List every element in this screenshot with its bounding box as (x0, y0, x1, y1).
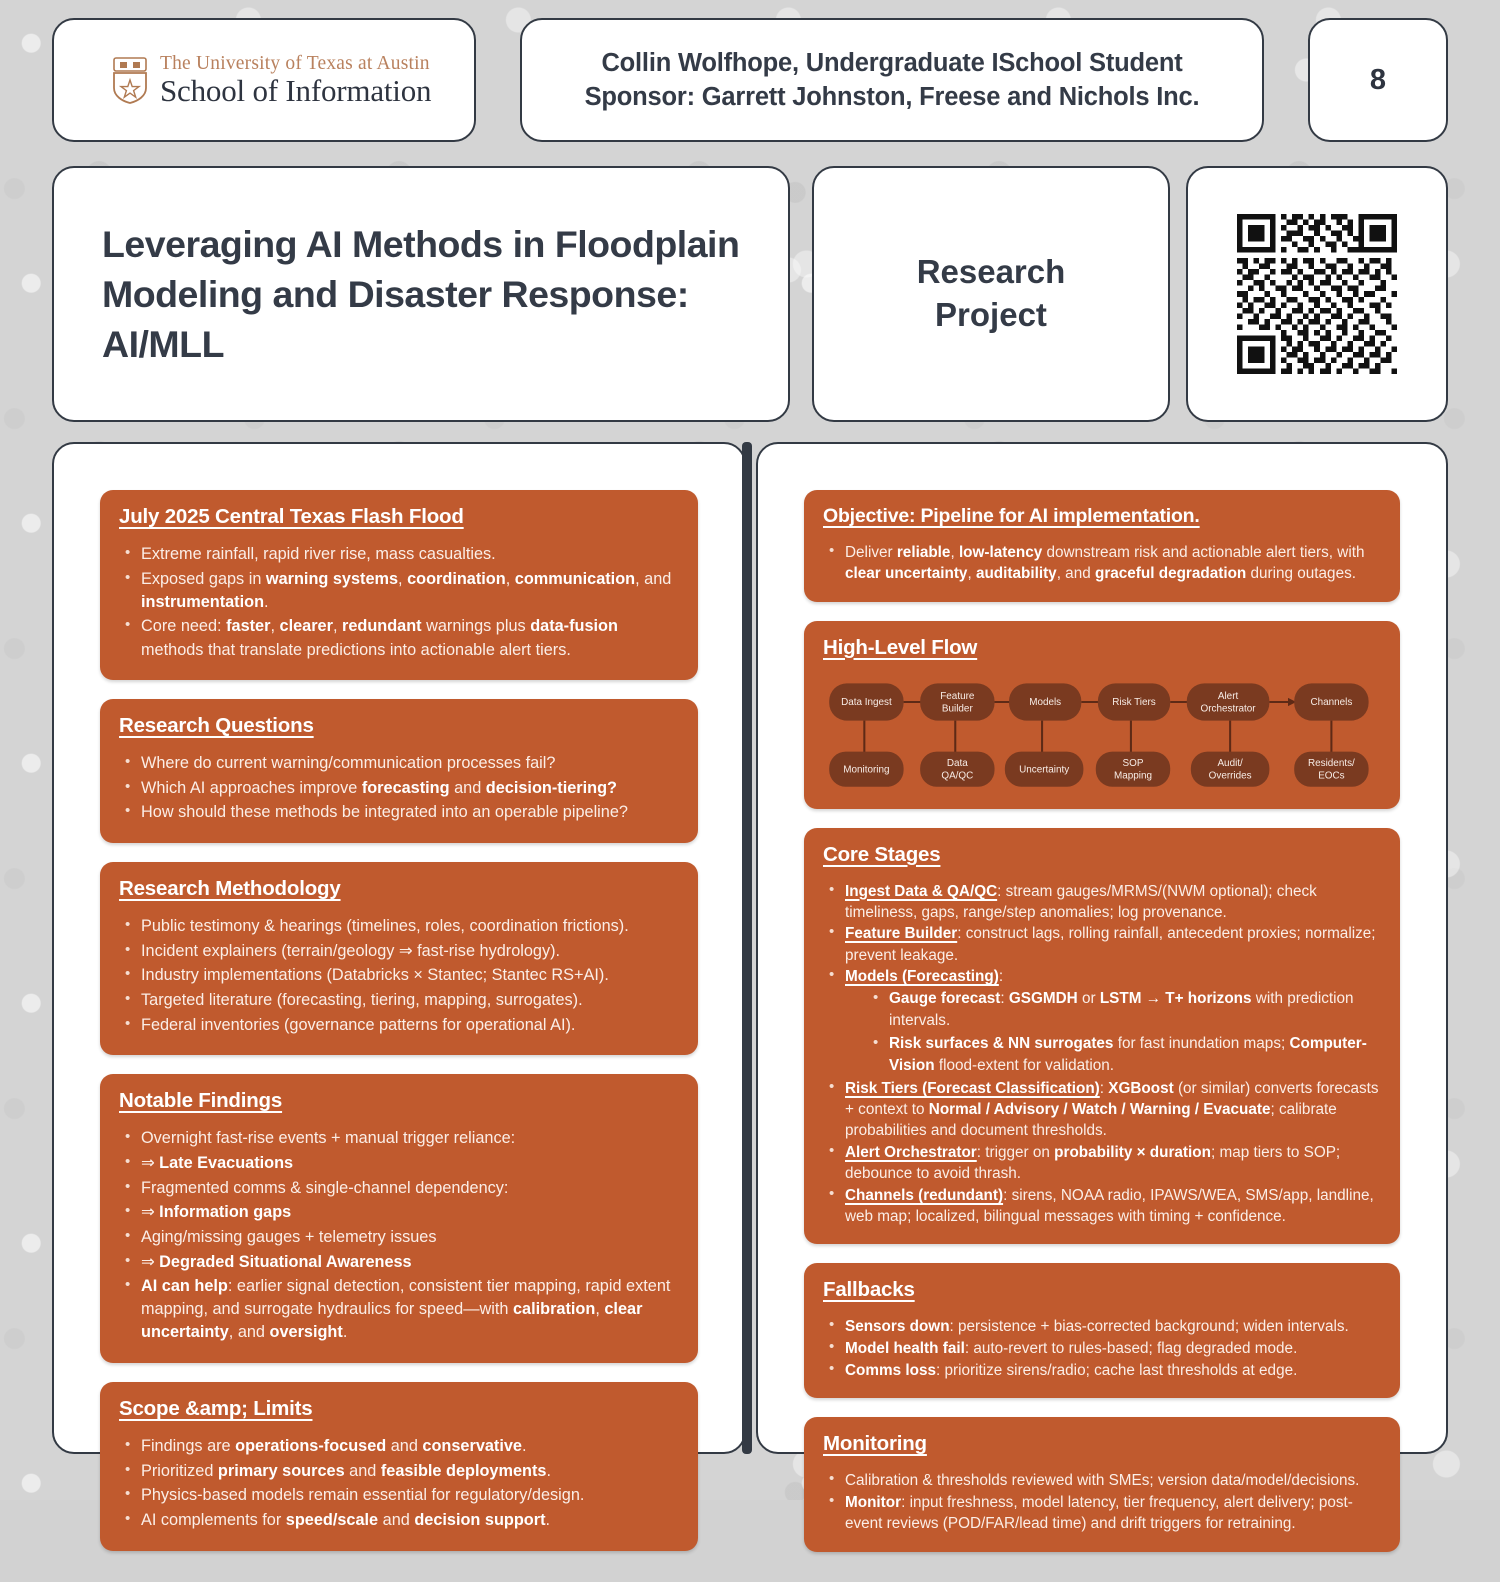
list-item: • How should these methods be integrated into an operable pipeline? (119, 801, 679, 824)
university-logo-card (52, 18, 476, 142)
list-item: • Fragmented comms & single-channel dependency: (119, 1177, 679, 1200)
flow-node-audit-overrides (1191, 751, 1270, 786)
bullet-list (119, 915, 679, 1037)
bullet-list (119, 1127, 679, 1344)
flow-node-channels (1294, 683, 1368, 720)
list-item: • Extreme rainfall, rapid river rise, mass casualties. (119, 543, 679, 566)
flow-node-feature-builder (920, 683, 994, 720)
section-notable-findings (100, 1074, 698, 1363)
list-item: • Core need: faster, clearer, redundant warnings plus data-fusion methods that translate predictions into actionable alert tiers. (119, 615, 679, 661)
svg-text:Monitoring: Monitoring (843, 763, 890, 775)
svg-text:Data: Data (946, 757, 968, 769)
list-item: • Where do current warning/communication processes fail? (119, 752, 679, 775)
bullet-list (823, 881, 1381, 1227)
svg-text:Orchestrator: Orchestrator (1200, 703, 1256, 715)
poster-title-card (52, 166, 790, 422)
svg-text:Residents/: Residents/ (1307, 757, 1355, 769)
list-item: • Exposed gaps in warning systems, coordination, communication, and instrumentation. (119, 568, 679, 614)
svg-text:Overrides: Overrides (1208, 770, 1252, 782)
list-item: • Public testimony & hearings (timelines, roles, coordination frictions). (119, 915, 679, 938)
project-kind-line-1: Research (916, 253, 1066, 291)
bullet-list (119, 543, 679, 662)
svg-text:Builder: Builder (941, 703, 973, 715)
svg-text:Audit/: Audit/ (1217, 757, 1243, 769)
list-item: • Risk Tiers (Forecast Classification): XGBoost (or similar) converts forecasts + context to Normal / Advisory / Watch / Warning / Evacuate; calibrate probabilities and document thresholds. (823, 1078, 1381, 1141)
list-item: • Risk surfaces & NN surrogates for fast inundation maps; Computer-Vision flood-extent for validation. (867, 1033, 1381, 1076)
page-number: 8 (1369, 63, 1387, 96)
bullet-list (823, 1316, 1381, 1380)
flow-node-alert-orchestrator (1187, 683, 1270, 720)
flow-node-data-ingest (829, 683, 903, 720)
section-flash-flood (100, 490, 698, 680)
bullet-list (119, 1435, 679, 1532)
bullet-list (823, 1470, 1381, 1534)
section-heading: Monitoring (823, 1432, 927, 1456)
authors-card (520, 18, 1264, 142)
section-heading: Scope &amp; Limits (119, 1397, 313, 1421)
section-heading: Fallbacks (823, 1278, 915, 1302)
section-objective (804, 490, 1400, 602)
sub-bullet-list (867, 988, 1381, 1076)
svg-text:Mapping: Mapping (1114, 770, 1152, 782)
svg-text:Uncertainty: Uncertainty (1019, 763, 1070, 775)
flow-node-uncertainty (1005, 751, 1084, 786)
section-heading: Core Stages (823, 842, 941, 866)
section-heading: July 2025 Central Texas Flash Flood (119, 505, 464, 528)
list-item: • Sensors down: persistence + bias-corrected background; widen intervals. (823, 1316, 1381, 1337)
svg-text:QA/QC: QA/QC (941, 770, 974, 782)
project-kind-card (812, 166, 1170, 422)
flow-node-sop-mapping (1096, 751, 1170, 786)
pipeline-flow-diagram (823, 674, 1381, 792)
list-item: • Monitor: input freshness, model latency, tier frequency, alert delivery; post-event reviews (POD/FAR/lead time) and drift triggers for retraining. (823, 1492, 1381, 1534)
list-item: • Feature Builder: construct lags, rolling rainfall, antecedent proxies; normalize; prevent leakage. (823, 923, 1381, 965)
list-item: • Incident explainers (terrain/geology ⇒ fast-rise hydrology). (119, 940, 679, 963)
column-divider (742, 442, 752, 1454)
logo-bottom-line: School of Information (160, 72, 432, 108)
project-kind-label (917, 251, 1066, 337)
list-item: • Federal inventories (governance patterns for operational AI). (119, 1014, 679, 1037)
bullet-list (119, 752, 679, 824)
svg-text:Models: Models (1029, 696, 1062, 708)
list-item-indented: • ⇒ Information gaps (119, 1201, 679, 1224)
flow-node-residents-eocs (1294, 751, 1368, 786)
svg-text:Channels: Channels (1310, 696, 1353, 708)
list-item: • Physics-based models remain essential for regulatory/design. (119, 1484, 679, 1507)
list-item: • Prioritized primary sources and feasible deployments. (119, 1460, 679, 1483)
ut-shield-icon (110, 56, 150, 104)
section-monitoring (804, 1417, 1400, 1551)
section-research-methodology (100, 862, 698, 1055)
list-item: • Comms loss: prioritize sirens/radio; cache last thresholds at edge. (823, 1360, 1381, 1381)
list-item: • Industry implementations (Databricks × Stantec; Stantec RS+AI). (119, 964, 679, 987)
qr-code-card[interactable] (1186, 166, 1448, 422)
section-heading: High-Level Flow (823, 635, 978, 659)
list-item: • Models (Forecasting): • Gauge forecast: GSGMDH or LSTM → T+ horizons with prediction intervals. • Risk surfaces & NN surrogates for fast inundation maps; Computer-Vision flood-extent for validation. (823, 966, 1381, 1076)
list-item: • Calibration & thresholds reviewed with SMEs; version data/model/decisions. (823, 1470, 1381, 1491)
section-research-questions (100, 699, 698, 843)
sponsor-line: Sponsor: Garrett Johnston, Freese and Nichols Inc. (584, 83, 1200, 111)
list-item: • Which AI approaches improve forecasting and decision-tiering? (119, 777, 679, 800)
list-item: • Model health fail: auto-revert to rules-based; flag degraded mode. (823, 1338, 1381, 1359)
list-item: • AI can help: earlier signal detection, consistent tier mapping, rapid extent mapping, and surrogate hydraulics for speed—with calibration, clear uncertainty, and oversight. (119, 1275, 679, 1344)
section-heading: Research Methodology (119, 877, 341, 901)
section-heading: Research Questions (119, 714, 314, 738)
section-core-stages (804, 828, 1400, 1245)
list-item: • Targeted literature (forecasting, tiering, mapping, surrogates). (119, 989, 679, 1012)
section-fallbacks (804, 1263, 1400, 1398)
list-item: • Findings are operations-focused and conservative. (119, 1435, 679, 1458)
logo-top-line: The University of Texas at Austin (160, 53, 430, 74)
section-high-level-flow (804, 621, 1400, 809)
page-title: Leveraging AI Methods in Floodplain Modeling and Disaster Response: AI/MLL (102, 223, 740, 365)
svg-text:Feature: Feature (940, 690, 975, 702)
list-item: • Ingest Data & QA/QC: stream gauges/MRMS/(NWM optional); check timeliness, gaps, range/step anomalies; log provenance. (823, 881, 1381, 923)
list-item-indented: • ⇒ Degraded Situational Awareness (119, 1251, 679, 1274)
list-item: • AI complements for speed/scale and decision support. (119, 1509, 679, 1532)
list-item: • Deliver reliable, low-latency downstream risk and actionable alert tiers, with clear uncertainty, auditability, and graceful degradation during outages. (823, 542, 1381, 584)
svg-text:Risk Tiers: Risk Tiers (1112, 696, 1156, 708)
list-item: • Overnight fast-rise events + manual trigger reliance: (119, 1127, 679, 1150)
section-scope-limits (100, 1382, 698, 1551)
svg-text:SOP: SOP (1122, 757, 1144, 769)
section-heading: Notable Findings (119, 1089, 283, 1113)
flow-node-monitoring (829, 751, 903, 786)
right-content-panel (756, 442, 1448, 1532)
list-item-indented: • ⇒ Late Evacuations (119, 1152, 679, 1175)
flow-node-models (1009, 683, 1081, 720)
section-heading: Objective: Pipeline for AI implementation. (823, 505, 1200, 527)
author-line: Collin Wolfhope, Undergraduate ISchool Student (601, 48, 1183, 77)
list-item: • Channels (redundant): sirens, NOAA radio, IPAWS/WEA, SMS/app, landline, web map; localized, bilingual messages with timing + confidence. (823, 1185, 1381, 1227)
flow-node-risk-tiers (1098, 683, 1170, 720)
flow-node-data-qaqc (920, 751, 994, 786)
svg-text:Alert: Alert (1217, 690, 1239, 702)
qr-code-icon[interactable] (1237, 214, 1397, 374)
project-kind-line-2: Project (935, 296, 1047, 333)
list-item: • Alert Orchestrator: trigger on probability × duration; map tiers to SOP; debounce to avoid thrash. (823, 1142, 1381, 1184)
list-item: • Aging/missing gauges + telemetry issues (119, 1226, 679, 1249)
left-content-panel (52, 442, 746, 1530)
bullet-list (823, 542, 1381, 584)
list-item: • Gauge forecast: GSGMDH or LSTM → T+ horizons with prediction intervals. (867, 988, 1381, 1031)
page-number-card (1308, 18, 1448, 142)
svg-text:Data Ingest: Data Ingest (841, 696, 892, 708)
svg-text:EOCs: EOCs (1318, 770, 1345, 782)
